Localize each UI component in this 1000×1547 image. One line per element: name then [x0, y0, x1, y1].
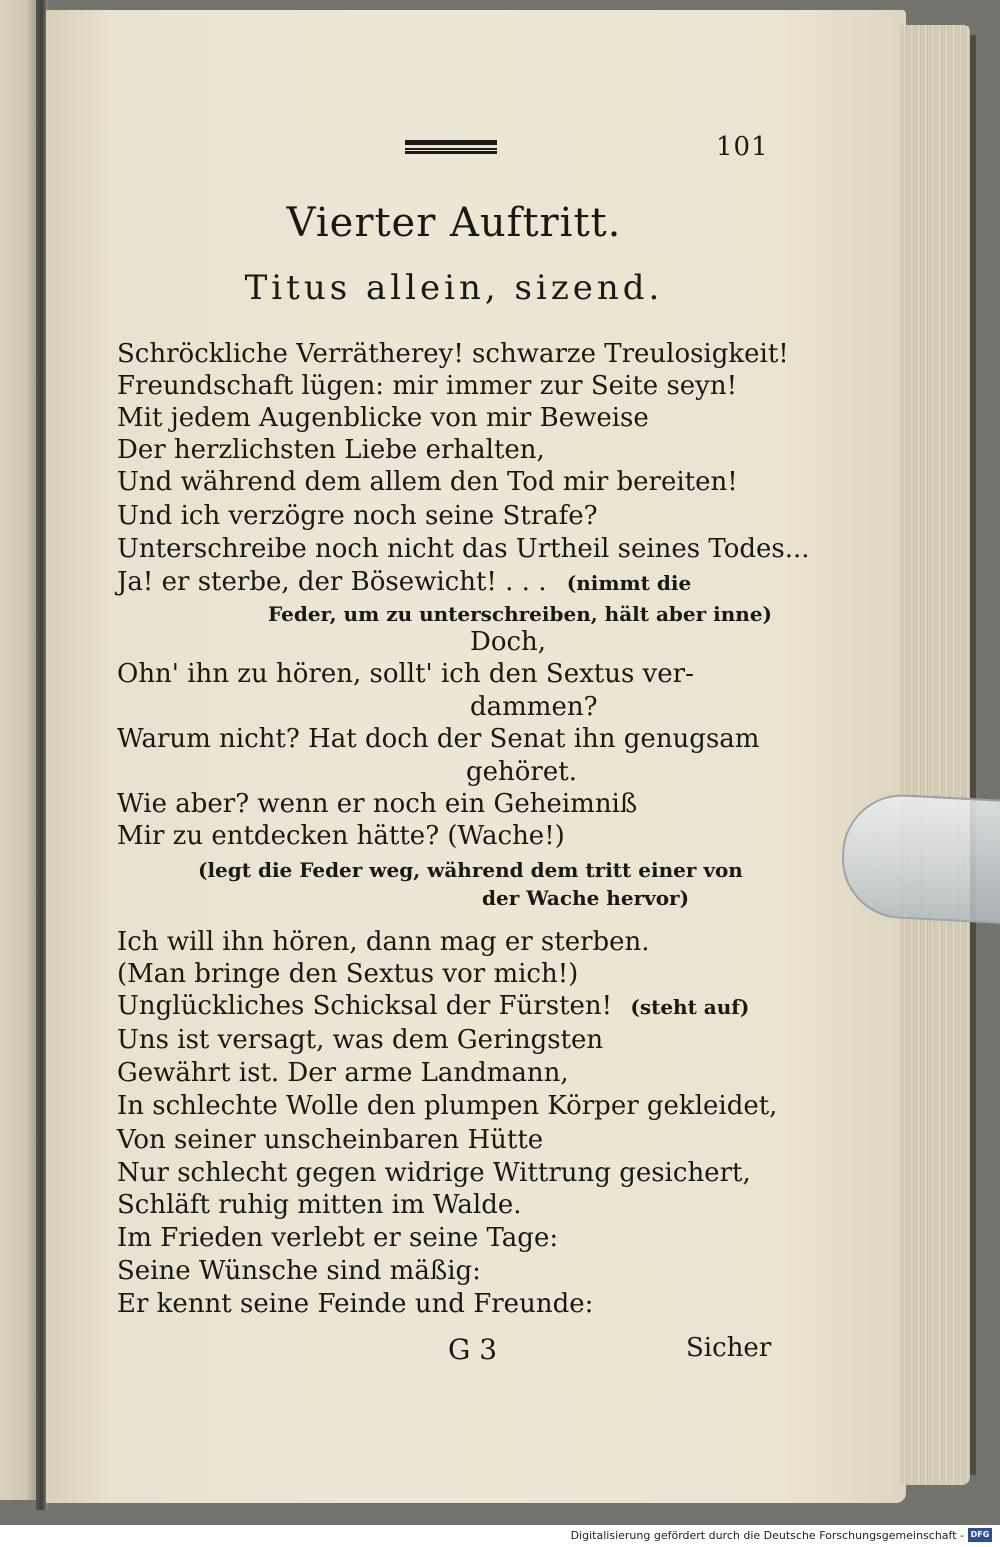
verse-line: Doch,	[470, 627, 547, 657]
verse-line: Ich will ihn hören, dann mag er sterben.	[117, 927, 650, 957]
stage-direction: (nimmt die	[566, 571, 692, 595]
verse-line: Und ich verzögre noch seine Strafe?	[117, 501, 598, 531]
verse-text: Ja! er sterbe, der Bösewicht! . . .	[117, 567, 547, 597]
footer-credit[interactable]: Digitalisierung gefördert durch die Deutsche Forschungsgemeinschaft -	[570, 1529, 964, 1542]
verse-line: Der herzlichsten Liebe erhalten,	[117, 435, 545, 465]
verse-line: Seine Wünsche sind mäßig:	[117, 1256, 481, 1286]
signature-mark: G 3	[448, 1333, 498, 1366]
scene-subtitle: Titus allein, sizend.	[244, 268, 664, 308]
verse-text: Unglückliches Schicksal der Fürsten!	[117, 991, 613, 1021]
verse-line: Er kennt seine Feinde und Freunde:	[117, 1289, 594, 1319]
verse-line	[117, 990, 749, 1023]
verse-line: Gewährt ist. Der arme Landmann,	[117, 1058, 569, 1088]
stage-direction: (legt die Feder weg, während dem tritt einer von	[198, 858, 743, 882]
verse-line: Mit jedem Augenblicke von mir Beweise	[117, 403, 649, 433]
verse-line: Unterschreibe noch nicht das Urtheil seines Todes...	[117, 534, 810, 564]
verse-line: Warum nicht? Hat doch der Senat ihn genugsam	[117, 724, 760, 754]
stage-direction: (steht auf)	[630, 995, 750, 1019]
verse-line: (Man bringe den Sextus vor mich!)	[117, 959, 579, 989]
verse-line: Ohn' ihn zu hören, sollt' ich den Sextus ver-	[117, 659, 694, 689]
verse-line: Von seiner unscheinbaren Hütte	[117, 1125, 544, 1155]
verse-line: Wie aber? wenn er noch ein Geheimniß	[117, 789, 638, 819]
page-number: 101	[716, 132, 769, 162]
verse-line: Schläft ruhig mitten im Walde.	[117, 1190, 522, 1220]
page-edges	[900, 25, 970, 1485]
verse-continuation: gehöret.	[466, 757, 577, 787]
page-clip	[839, 792, 1000, 925]
verse-line: Schröckliche Verrätherey! schwarze Treulosigkeit!	[117, 339, 789, 369]
scene-title: Vierter Auftritt.	[286, 200, 622, 246]
verse-line: Nur schlecht gegen widrige Wittrung gesichert,	[117, 1158, 751, 1188]
dfg-logo-icon[interactable]: DFG	[968, 1528, 992, 1542]
verse-line: Freundschaft lügen: mir immer zur Seite seyn!	[117, 371, 738, 401]
verse-line: In schlechte Wolle den plumpen Körper gekleidet,	[117, 1091, 778, 1121]
verse-line	[117, 566, 691, 599]
stage-direction: der Wache hervor)	[482, 886, 690, 910]
verse-line: Uns ist versagt, was dem Geringsten	[117, 1025, 604, 1055]
verse-line: Mir zu entdecken hätte? (Wache!)	[117, 821, 565, 851]
catchword: Sicher	[686, 1333, 772, 1363]
stage-direction: Feder, um zu unterschreiben, hält aber inne)	[268, 602, 773, 626]
verse-line: Und während dem allem den Tod mir bereiten!	[117, 467, 738, 497]
verse-line: Im Frieden verlebt er seine Tage:	[117, 1223, 559, 1253]
verse-continuation: dammen?	[470, 692, 598, 722]
header-rule	[405, 140, 497, 154]
